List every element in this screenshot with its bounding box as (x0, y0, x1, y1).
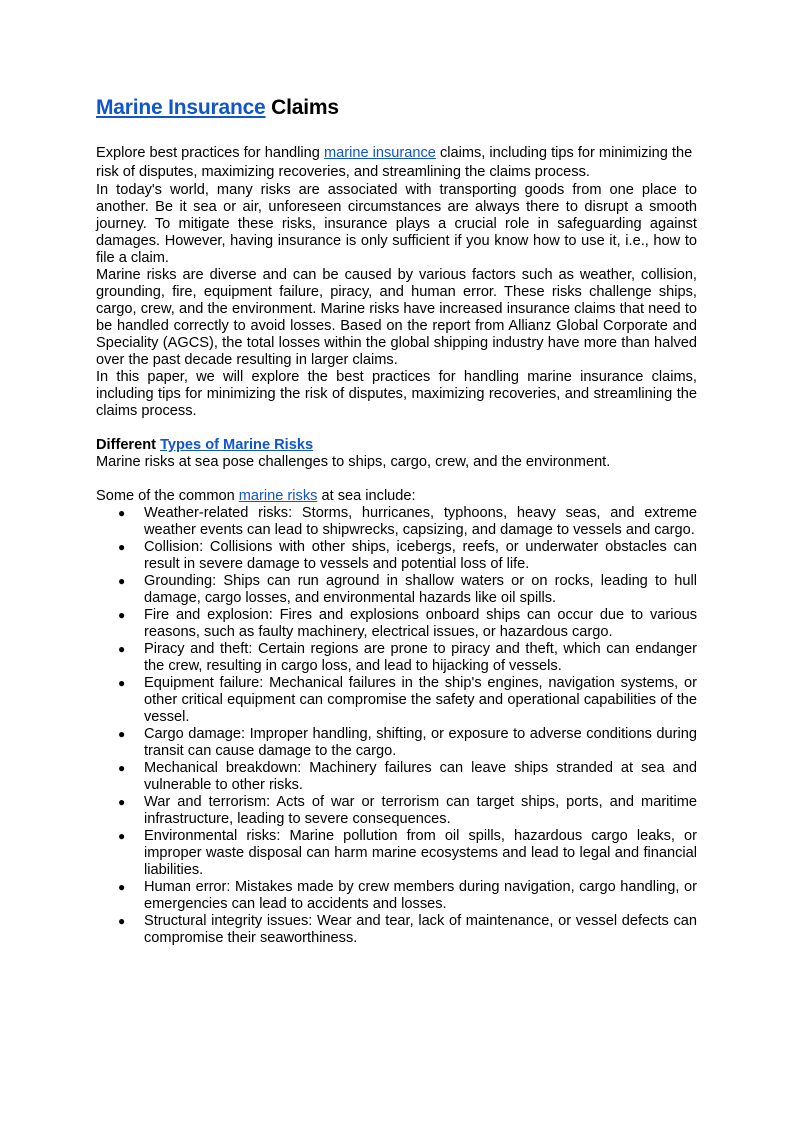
section-heading-prefix: Different (96, 437, 161, 453)
intro-text-before: Explore best practices for handling (96, 145, 324, 161)
list-item-text: Human error: Mistakes made by crew members during navigation, cargo handling, or emergencies can lead to accidents and losses. (144, 879, 697, 912)
document-page (96, 94, 697, 947)
list-item-text: Mechanical breakdown: Machinery failures can leave ships stranded at sea and vulnerable to other risks. (144, 760, 697, 793)
list-item (96, 505, 697, 539)
body-paragraph-2: Marine risks are diverse and can be caused by various factors such as weather, collision, grounding, fire, equipment failure, piracy, and human error. These risks challenge ships, cargo, crew, and the environment. Marine risks have increased insurance claims that need to be handled correctly to avoid losses. Based on the report from Allianz Global Corporate and Speciality (AGCS), the total losses within the global shipping industry have more than halved over the past decade resulting in larger claims. (96, 267, 697, 368)
bullet-icon: ● (118, 540, 126, 554)
list-intro (96, 488, 697, 505)
bullet-icon: ● (118, 506, 126, 520)
bullet-icon: ● (118, 761, 126, 775)
list-item (96, 641, 697, 675)
list-item (96, 539, 697, 573)
risks-list (96, 505, 697, 947)
list-intro-after: at sea include: (317, 488, 416, 504)
section-subtext: Marine risks at sea pose challenges to ships, cargo, crew, and the environment. (96, 454, 611, 470)
bullet-icon: ● (118, 642, 126, 656)
list-item (96, 573, 697, 607)
list-item (96, 794, 697, 828)
bullet-icon: ● (118, 795, 126, 809)
intro-paragraph (96, 144, 697, 182)
list-item-text: Structural integrity issues: Wear and tear, lack of maintenance, or vessel defects can compromise their seaworthiness. (144, 913, 697, 946)
list-item-text: Fire and explosion: Fires and explosions onboard ships can occur due to various reasons, such as faulty machinery, electrical issues, or hazardous cargo. (144, 607, 697, 640)
list-item-text: Piracy and theft: Certain regions are prone to piracy and theft, which can endanger the crew, resulting in cargo loss, and lead to hijacking of vessels. (144, 641, 697, 674)
list-intro-before: Some of the common (96, 488, 239, 504)
bullet-icon: ● (118, 829, 126, 843)
list-item (96, 879, 697, 913)
list-item-text: Equipment failure: Mechanical failures in the ship's engines, navigation systems, or other critical equipment can compromise the safety and operational capabilities of the vessel. (144, 675, 697, 725)
marine-insurance-link[interactable]: marine insurance (323, 145, 436, 161)
body-paragraph-3: In this paper, we will explore the best practices for handling marine insurance claims, including tips for minimizing the risk of disputes, maximizing recoveries, and streamlining the claims process. (96, 369, 697, 419)
bullet-icon: ● (118, 880, 126, 894)
section-heading (96, 437, 697, 454)
list-item (96, 828, 697, 879)
marine-insurance-title-link[interactable]: Marine Insurance (96, 96, 266, 119)
types-of-marine-risks-link[interactable]: Types of Marine Risks (160, 437, 314, 453)
page-title (96, 94, 697, 122)
bullet-icon: ● (118, 727, 126, 741)
list-item-text: War and terrorism: Acts of war or terrorism can target ships, ports, and maritime infrastructure, leading to severe consequences. (144, 794, 697, 827)
body-paragraph-1: In today's world, many risks are associated with transporting goods from one place to another. Be it sea or air, unforeseen circumstances are always there to disrupt a smooth journey. To mitigate these risks, insurance plays a crucial role in safeguarding against damages. However, having insurance is only sufficient if you know how to use it, i.e., how to file a claim. (96, 182, 697, 266)
list-item (96, 913, 697, 947)
list-item-text: Collision: Collisions with other ships, icebergs, reefs, or underwater obstacles can result in severe damage to vessels and potential loss of life. (144, 539, 697, 572)
marine-risks-link[interactable]: marine risks (238, 488, 318, 504)
bullet-icon: ● (118, 914, 126, 928)
list-item (96, 675, 697, 726)
list-item-text: Grounding: Ships can run aground in shallow waters or on rocks, leading to hull damage, cargo losses, and environmental hazards like oil spills. (144, 573, 697, 606)
intro-text-after: claims, including tips for minimizing the risk of disputes, maximizing recoveries, and streamlining the claims process. (96, 145, 693, 180)
list-item-text: Cargo damage: Improper handling, shifting, or exposure to adverse conditions during transit can cause damage to the cargo. (144, 726, 697, 759)
list-item (96, 760, 697, 794)
bullet-icon: ● (118, 676, 126, 690)
list-item (96, 607, 697, 641)
bullet-icon: ● (118, 574, 126, 588)
list-item-text: Environmental risks: Marine pollution from oil spills, hazardous cargo leaks, or improper waste disposal can harm marine ecosystems and lead to legal and financial liabilities. (144, 828, 697, 878)
list-item (96, 726, 697, 760)
list-item-text: Weather-related risks: Storms, hurricanes, typhoons, heavy seas, and extreme weather events can lead to shipwrecks, capsizing, and damage to vessels and cargo. (144, 505, 697, 538)
title-rest: Claims (271, 96, 339, 119)
bullet-icon: ● (118, 608, 126, 622)
